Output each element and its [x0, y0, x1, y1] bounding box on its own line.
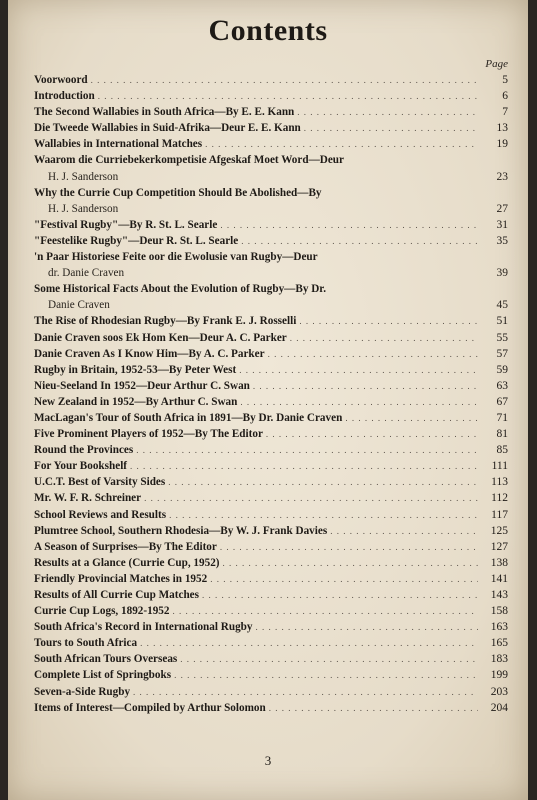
toc-entry-page: 81	[496, 428, 508, 441]
leader-dots	[173, 603, 479, 619]
toc-entry-title: Friendly Provincial Matches in 1952	[34, 572, 208, 585]
toc-entry	[34, 330, 508, 346]
leader-dots	[144, 490, 478, 506]
toc-entry-page: 204	[490, 701, 508, 714]
leader-dots	[253, 378, 478, 394]
toc-entry-title: Currie Cup Logs, 1892-1952	[34, 605, 170, 618]
toc-entry	[34, 651, 508, 667]
toc-entry-author: H. J. Sanderson	[48, 170, 119, 183]
leader-dots	[205, 136, 478, 152]
toc-entry-title: MacLagan's Tour of South Africa in 1891—By Dr. Danie Craven	[34, 411, 343, 424]
toc-entry-page: 183	[490, 653, 508, 666]
leader-dots	[168, 474, 478, 490]
toc-entry-title: Five Prominent Players of 1952—By The Editor	[34, 428, 263, 441]
toc-entry	[34, 281, 508, 313]
toc-entry-title: School Reviews and Results	[34, 508, 167, 521]
toc-entry-page: 71	[496, 411, 508, 424]
leader-dots	[133, 684, 478, 700]
toc-entry-author: Danie Craven	[48, 299, 110, 312]
leader-dots	[255, 619, 478, 635]
toc-entry-page: 165	[490, 637, 508, 650]
toc-entry-page: 163	[490, 621, 508, 634]
toc-entry-page: 23	[496, 170, 508, 183]
leader-dots	[91, 72, 478, 88]
leader-dots	[345, 410, 478, 426]
toc-entry-page: 138	[490, 556, 508, 569]
leader-dots	[223, 555, 478, 571]
toc-entry	[34, 88, 508, 104]
toc-entry-title: Round the Provinces	[34, 444, 134, 457]
toc-entry	[34, 587, 508, 603]
leader-dots	[136, 442, 478, 458]
toc-entry-title: Wallabies in International Matches	[34, 138, 203, 151]
toc-entry-title: Rugby in Britain, 1952-53—By Peter West	[34, 363, 237, 376]
toc-entry-page: 59	[496, 363, 508, 376]
toc-entry-title: South African Tours Overseas	[34, 653, 178, 666]
leader-dots	[266, 426, 478, 442]
toc-entry-page: 143	[490, 589, 508, 601]
toc-entry-title: Introduction	[34, 90, 95, 103]
toc-entry	[34, 136, 508, 152]
toc-entry-page: 39	[496, 267, 508, 280]
toc-entry	[34, 442, 508, 458]
toc-entry-title: The Rise of Rhodesian Rugby—By Frank E. J. Rosselli	[34, 315, 297, 328]
toc-entry-page: 5	[502, 74, 508, 86]
toc-entry-page: 117	[491, 508, 508, 521]
toc-entry	[34, 104, 508, 120]
leader-dots	[269, 700, 478, 716]
table-of-contents	[34, 72, 508, 716]
toc-entry	[34, 120, 508, 136]
leader-dots	[240, 394, 478, 410]
toc-entry	[34, 362, 508, 378]
toc-entry	[34, 410, 508, 426]
leader-dots	[268, 346, 478, 362]
leader-dots	[239, 362, 478, 378]
toc-entry	[34, 700, 508, 716]
toc-entry	[34, 394, 508, 410]
toc-entry-title: 'n Paar Historiese Feite oor die Ewolusie van Rugby—Deur	[34, 251, 318, 264]
toc-entry-page: 51	[496, 315, 508, 328]
toc-entry	[34, 217, 508, 233]
leader-dots	[220, 217, 478, 233]
toc-entry-title: Seven-a-Side Rugby	[34, 685, 131, 698]
toc-entry-title: Die Tweede Wallabies in Suid-Afrika—Deur E. E. Kann	[34, 122, 301, 135]
footer-page-number: 3	[264, 753, 272, 768]
toc-entry-author: H. J. Sanderson	[48, 202, 119, 215]
toc-entry-page: 158	[490, 605, 508, 618]
toc-entry	[34, 684, 508, 700]
book-page	[8, 0, 528, 800]
toc-entry	[34, 426, 508, 442]
toc-entry-title: "Feestelike Rugby"—Deur R. St. L. Searle	[34, 234, 239, 247]
toc-entry	[34, 72, 508, 88]
toc-entry-title: Mr. W. F. R. Schreiner	[34, 492, 142, 505]
toc-entry-title: South Africa's Record in International Rugby	[34, 621, 253, 634]
toc-entry-page: 45	[496, 299, 508, 312]
toc-entry	[34, 635, 508, 651]
toc-entry-title: Nieu-Seeland In 1952—Deur Arthur C. Swan	[34, 379, 250, 392]
toc-entry	[34, 523, 508, 539]
toc-entry	[34, 539, 508, 555]
leader-dots	[140, 635, 478, 651]
toc-entry-title: Items of Interest—Compiled by Arthur Solomon	[34, 701, 266, 714]
toc-entry	[34, 555, 508, 571]
leader-dots	[169, 507, 478, 523]
toc-entry-page: 127	[490, 540, 508, 553]
toc-entry-title: Waarom die Curriebekerkompetisie Afgeskaf Moet Word—Deur	[34, 154, 344, 167]
leader-dots	[130, 458, 478, 474]
toc-entry	[34, 152, 508, 184]
toc-entry-page: 67	[496, 395, 508, 408]
toc-entry-page: 13	[496, 122, 508, 135]
toc-entry-title: "Festival Rugby"—By R. St. L. Searle	[34, 218, 218, 231]
toc-entry	[34, 603, 508, 619]
toc-entry	[34, 346, 508, 362]
toc-entry-page: 35	[496, 234, 508, 247]
toc-entry	[34, 571, 508, 587]
toc-entry-title: The Second Wallabies in South Africa—By E. E. Kann	[34, 106, 295, 119]
toc-entry-title: Why the Currie Cup Competition Should Be Abolished—By	[34, 186, 322, 199]
leader-dots	[290, 330, 478, 346]
toc-entry-page: 125	[490, 524, 508, 537]
toc-entry	[34, 619, 508, 635]
toc-entry	[34, 185, 508, 217]
toc-entry-page: 199	[490, 669, 508, 682]
toc-entry-page: 113	[491, 476, 508, 489]
leader-dots	[299, 313, 478, 329]
toc-entry-title: Some Historical Facts About the Evolution of Rugby—By Dr.	[34, 283, 327, 296]
leader-dots	[180, 651, 478, 667]
leader-dots	[202, 587, 478, 603]
toc-entry-page: 63	[496, 379, 508, 392]
toc-entry-page: 112	[491, 492, 508, 505]
leader-dots	[98, 88, 478, 104]
toc-entry	[34, 490, 508, 506]
toc-entry	[34, 233, 508, 249]
toc-entry-page: 31	[496, 218, 508, 231]
toc-entry	[34, 313, 508, 329]
toc-entry-page: 19	[496, 138, 508, 151]
leader-dots	[220, 539, 478, 555]
leader-dots	[210, 571, 478, 587]
toc-entry-title: U.C.T. Best of Varsity Sides	[34, 476, 166, 489]
toc-entry-title: Danie Craven soos Ek Hom Ken—Deur A. C. Parker	[34, 331, 287, 344]
toc-entry	[34, 378, 508, 394]
page-column-label: Page	[485, 58, 508, 70]
leader-dots	[241, 233, 478, 249]
toc-entry-page: 85	[496, 444, 508, 457]
toc-entry-page: 27	[496, 202, 508, 215]
toc-entry-title: Voorwoord	[34, 74, 88, 86]
toc-entry-page: 111	[491, 460, 508, 473]
toc-entry	[34, 474, 508, 490]
page-title: Contents	[208, 14, 328, 47]
toc-entry-title: New Zealand in 1952—By Arthur C. Swan	[34, 395, 238, 408]
toc-entry-page: 7	[502, 106, 508, 119]
leader-dots	[174, 667, 478, 683]
toc-entry-title: A Season of Surprises—By The Editor	[34, 540, 217, 553]
toc-entry-page: 6	[502, 90, 508, 103]
toc-entry	[34, 249, 508, 281]
toc-entry-title: Results of All Currie Cup Matches	[34, 589, 200, 601]
toc-entry	[34, 667, 508, 683]
toc-entry-page: 203	[490, 685, 508, 698]
toc-entry	[34, 458, 508, 474]
toc-entry-title: Tours to South Africa	[34, 637, 138, 650]
toc-entry-author: dr. Danie Craven	[48, 267, 125, 280]
toc-entry-title: Complete List of Springboks	[34, 669, 172, 682]
toc-entry-page: 55	[496, 331, 508, 344]
leader-dots	[304, 120, 478, 136]
toc-entry-title: Plumtree School, Southern Rhodesia—By W. J. Frank Davies	[34, 524, 328, 537]
toc-entry-title: Results at a Glance (Currie Cup, 1952)	[34, 556, 220, 569]
toc-entry-page: 57	[496, 347, 508, 360]
leader-dots	[330, 523, 478, 539]
toc-entry-page: 141	[490, 572, 508, 585]
toc-entry	[34, 507, 508, 523]
toc-entry-title: For Your Bookshelf	[34, 460, 128, 473]
leader-dots	[297, 104, 478, 120]
toc-entry-title: Danie Craven As I Know Him—By A. C. Parker	[34, 347, 265, 360]
